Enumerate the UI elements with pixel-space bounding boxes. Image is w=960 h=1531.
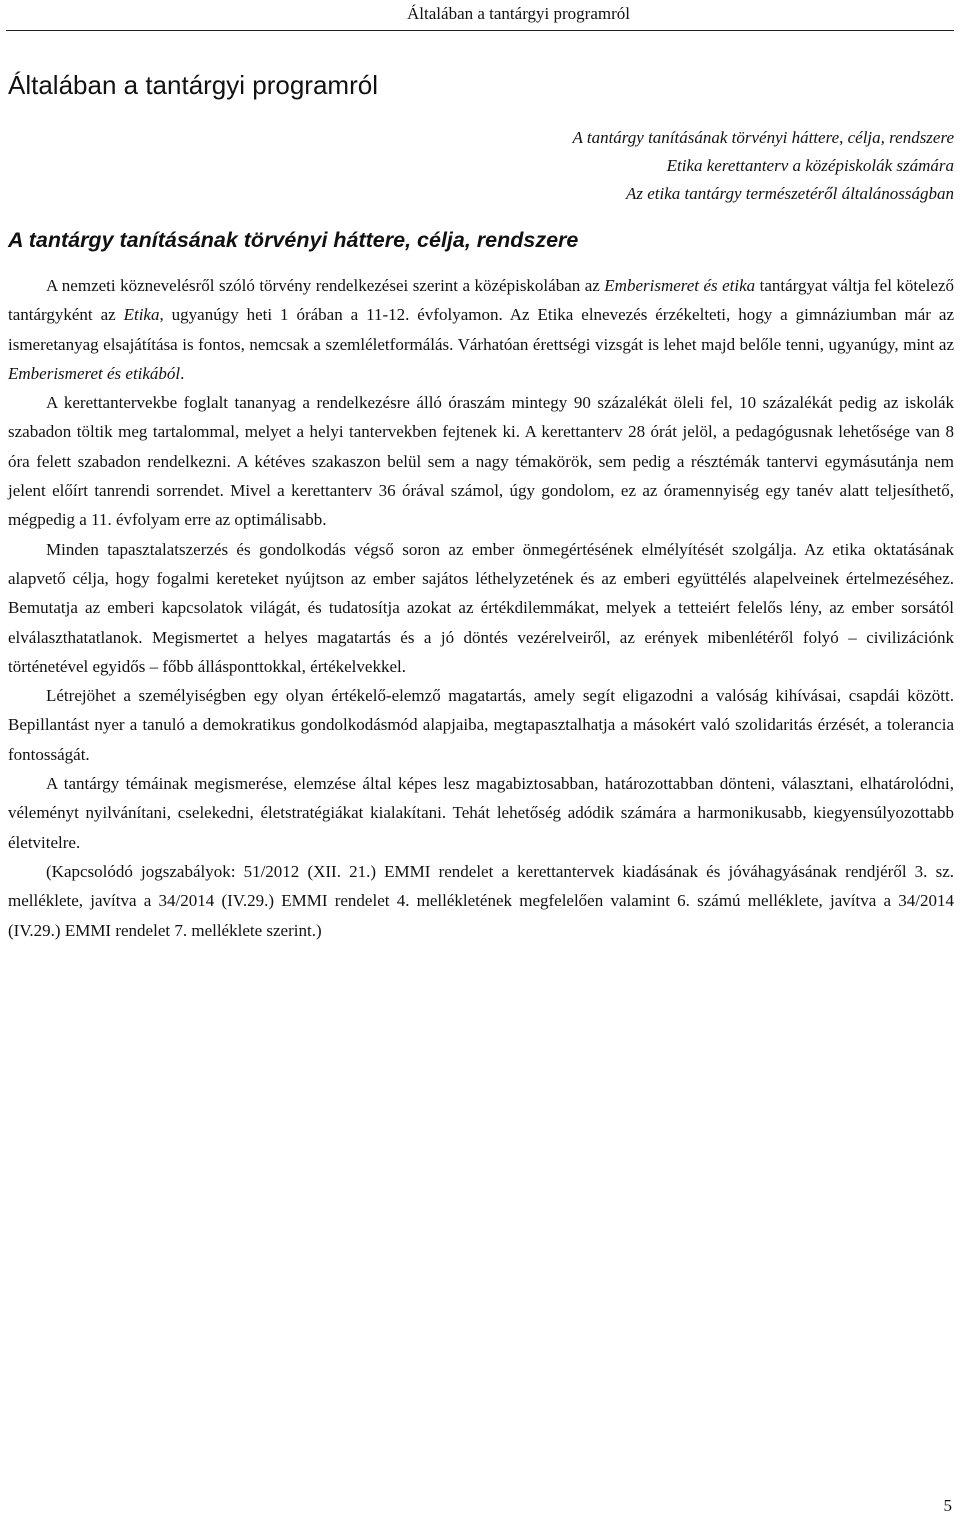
paragraph-3: Minden tapasztalatszerzés és gondolkodás végső soron az ember önmegértésének elmélyítését szolgálja. Az etika oktatásának alapvető célja, hogy fogalmi kereteket nyújtson az ember sajátos léthelyzetének és az emberi együttélés alapelveinek értelmezéséhez. Bemutatja az emberi kapcsolatok világát, és tudatosítja azokat az értékdilemmákat, melyek a tetteiért felelős lény, az ember sorsától elválaszthatatlanok. Megismertet a helyes magatartás és a jó döntés vezérelveiről, az erények mibenlétéről folyó – civilizációnk történetével egyidős – főbb állásponttokkal, értékelvekkel. <box>8 539 954 676</box>
outline-item-2: Etika kerettanterv a középiskolák számára <box>666 156 954 175</box>
page-number: 5 <box>943 1496 952 1515</box>
paragraph-1-part-g: . <box>180 363 185 383</box>
paragraph-5: A tantárgy témáinak megismerése, elemzése által képes lesz magabiztosabban, határozottabban dönteni, választani, elhatárolódni, véleményt nyilvánítani, cselekedni, életstratégiákat kialakítani. Tehát lehetőség adódik számára a harmonikusabb, kiegyensúlyozottabb életvitelre. <box>8 774 954 852</box>
paragraph-1-emphasis-f: Emberismeret és etikából <box>8 363 181 383</box>
paragraph-1-part-c: tantárgyat váltja fel kötelező tantárgyként az <box>8 276 954 325</box>
paragraph-1-part-e: , ugyanúgy heti 1 órában a 11-12. évfolyamon. Az Etika elnevezés érzékelteti, hogy a gimnáziumban már az ismeretanyag elsajátítása is fontos, nemcsak a szemléletformálás. Várhatóan érettségi vizsgát is lehet majd belőle tenni, ugyanúgy, mint az <box>8 305 954 354</box>
header-divider <box>6 30 954 31</box>
paragraph-4: Létrejöhet a személyiségben egy olyan értékelő-elemző magatartás, amely segít eligazodni a valóság kihívásai, csapdái között. Bepillantást nyer a tanuló a demokratikus gondolkodásmód alapjaiba, megtapasztalhatja a másokért való szolidaritás érzését, a tolerancia fontosságát. <box>8 686 954 764</box>
page-title: Általában a tantárgyi programról <box>8 70 378 100</box>
running-header: Általában a tantárgyi programról <box>407 4 630 23</box>
body-text <box>8 271 954 945</box>
paragraph-6: (Kapcsolódó jogszabályok: 51/2012 (XII. 21.) EMMI rendelet a kerettantervek kiadásának és jóváhagyásának rendjéről 3. sz. melléklete, javítva a 34/2014 (IV.29.) EMMI rendelet 4. mellékletének megfelelően valamint 6. számú melléklete, javítva a 34/2014 (IV.29.) EMMI rendelet 7. melléklete szerint.) <box>8 861 954 940</box>
paragraph-1-emphasis-b: Emberismeret és etika <box>604 276 756 295</box>
paragraph-2: A kerettantervekbe foglalt tananyag a rendelkezésre álló óraszám mintegy 90 százalékát öleli fel, 10 százalékát pedig az iskolák szabadon töltik meg tartalommal, melyet a helyi tantervekben fejtenek ki. A kerettanterv 28 órát jelöl, a pedagógusnak lehetősége van 8 óra felett szabadon rendelkezni. A kétéves szakaszon belül sem a nagy témakörök, sem pedig a résztémák tantervi egymásutánja nem jelent előírt tanrendi sorrendet. Mivel a kerettanterv 36 órával számol, úgy gondolom, ez az óramennyiség egy tanév alatt teljesíthető, mégpedig a 11. évfolyam erre az optimálisabb. <box>8 393 954 530</box>
paragraph-1-part-a: A nemzeti köznevelésről szóló törvény rendelkezései szerint a középiskolában az <box>46 276 605 295</box>
section-outline <box>573 124 954 208</box>
paragraph-1 <box>8 271 954 388</box>
outline-item-3: Az etika tantárgy természetéről általánosságban <box>625 184 954 203</box>
section-heading: A tantárgy tanításának törvényi háttere, célja, rendszere <box>8 228 579 252</box>
outline-item-1: A tantárgy tanításának törvényi háttere, célja, rendszere <box>572 128 954 147</box>
paragraph-1-emphasis-d: Etika <box>123 305 160 325</box>
